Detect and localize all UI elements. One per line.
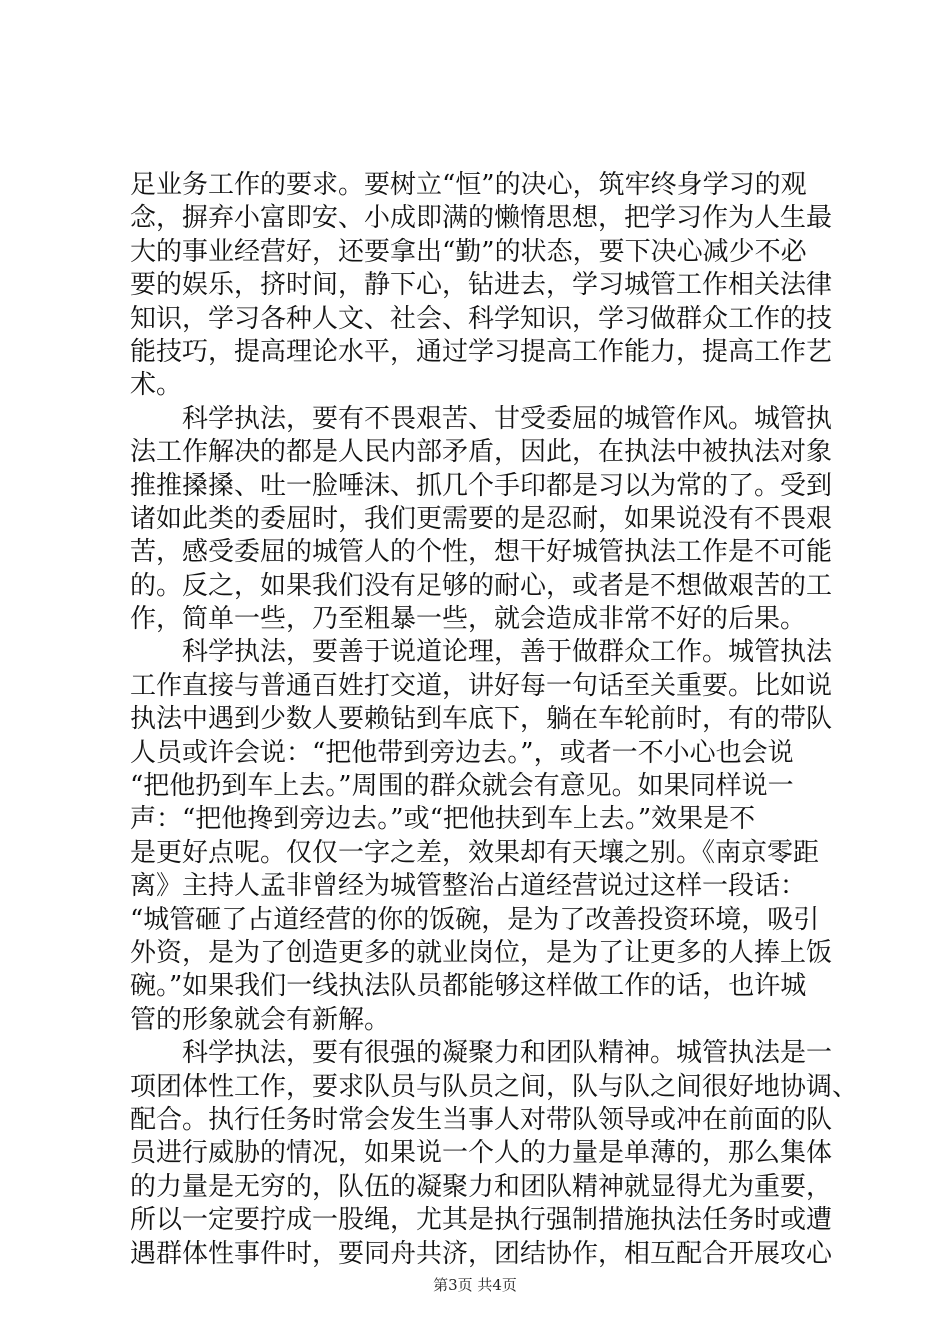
text-line: 科学执法，要有很强的凝聚力和团队精神。城管执法是一 [182, 1038, 833, 1069]
text-line: 碗。”如果我们一线执法队员都能够这样做工作的话，也许城 [130, 971, 807, 1002]
paragraph [130, 169, 833, 403]
paragraph [130, 403, 833, 637]
text-line: 科学执法，要有不畏艰苦、甘受委屈的城管作风。城管执 [182, 403, 833, 434]
text-line: 工作直接与普通百姓打交道，讲好每一句话至关重要。比如说 [130, 670, 833, 701]
paragraph [130, 1037, 859, 1271]
text-line: 大的事业经营好，还要拿出“勤”的状态，要下决心减少不必 [130, 236, 807, 267]
text-line: 念，摒弃小富即安、小成即满的懒惰思想，把学习作为人生最 [130, 203, 833, 234]
text-line: 诸如此类的委屈时，我们更需要的是忍耐，如果说没有不畏艰 [130, 503, 833, 534]
text-line: 项团体性工作，要求队员与队员之间，队与队之间很好地协调、 [130, 1071, 859, 1102]
text-line: 作，简单一些，乃至粗暴一些，就会造成非常不好的后果。 [130, 604, 807, 635]
text-line: 管的形象就会有新解。 [130, 1004, 391, 1035]
text-line: 所以一定要拧成一股绳，尤其是执行强制措施执法任务时或遭 [130, 1205, 833, 1236]
text-line: 员进行威胁的情况，如果说一个人的力量是单薄的，那么集体 [130, 1138, 833, 1169]
text-line: 法工作解决的都是人民内部矛盾，因此，在执法中被执法对象 [130, 437, 833, 468]
text-line: “城管砸了占道经营的你的饭碗，是为了改善投资环境，吸引 [130, 904, 820, 935]
text-line: 声：“把他搀到旁边去。”或“把他扶到车上去。”效果是不 [130, 804, 756, 835]
text-line: “把他扔到车上去。”周围的群众就会有意见。如果同样说一 [130, 771, 794, 802]
text-line: 知识，学习各种人文、社会、科学知识，学习做群众工作的技 [130, 303, 833, 334]
paragraph [130, 636, 833, 1037]
body-text [130, 169, 859, 1271]
text-line: 离》主持人孟非曾经为城管整治占道经营说过这样一段话： [130, 871, 807, 902]
text-line: 的力量是无穷的，队伍的凝聚力和团队精神就显得尤为重要， [130, 1171, 833, 1202]
text-line: 要的娱乐，挤时间，静下心，钻进去，学习城管工作相关法律 [130, 270, 833, 301]
text-line: 术。 [130, 370, 183, 401]
text-line: 苦，感受委屈的城管人的个性，想干好城管执法工作是不可能 [130, 537, 833, 568]
text-line: 的。反之，如果我们没有足够的耐心，或者是不想做艰苦的工 [130, 570, 833, 601]
text-line: 外资，是为了创造更多的就业岗位，是为了让更多的人捧上饭 [130, 937, 833, 968]
text-line: 科学执法，要善于说道论理，善于做群众工作。城管执法 [182, 637, 833, 668]
text-line: 配合。执行任务时常会发生当事人对带队领导或冲在前面的队 [130, 1104, 833, 1135]
text-line: 人员或许会说：“把他带到旁边去。”，或者一不小心也会说 [130, 737, 794, 768]
text-line: 遇群体性事件时，要同舟共济，团结协作，相互配合开展攻心 [130, 1238, 833, 1269]
page-footer: 第3页 共4页 [433, 1276, 517, 1294]
text-line: 能技巧，提高理论水平，通过学习提高工作能力，提高工作艺 [130, 336, 833, 367]
text-line: 足业务工作的要求。要树立“恒”的决心，筑牢终身学习的观 [130, 170, 807, 200]
text-line: 推推搡搡、吐一脸唾沫、抓几个手印都是习以为常的了。受到 [130, 470, 833, 501]
text-line: 执法中遇到少数人要赖钻到车底下，躺在车轮前时，有的带队 [130, 704, 833, 735]
text-line: 是更好点呢。仅仅一字之差，效果却有天壤之别。《南京零距 [130, 837, 820, 868]
